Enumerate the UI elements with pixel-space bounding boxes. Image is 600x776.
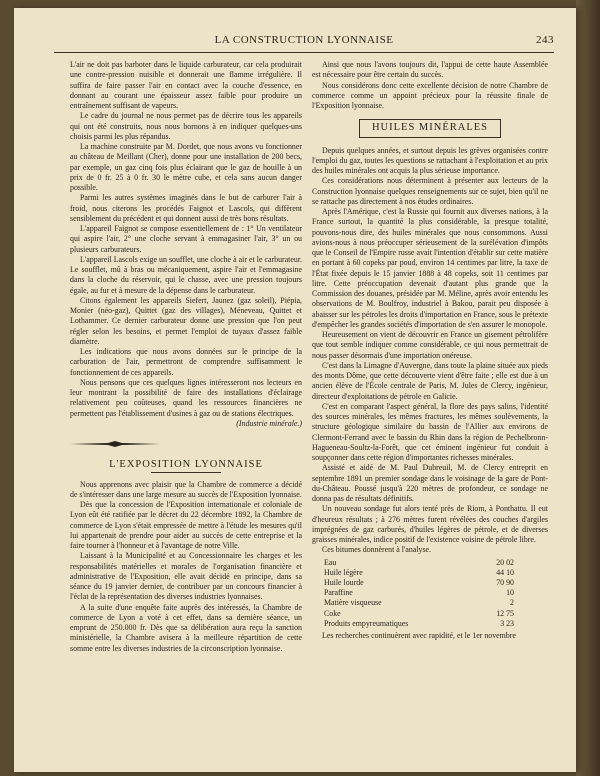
paragraph: La machine construite par M. Dordet, que nous avons vu fonctionner au château de Meillant (Cher), donne pour une installation de 200 becs, par exemple, un gaz cinq fois plus éclairant que le gaz de houille à un prix de 0 fr. 25 à 0 fr. 30 le mètre cube, et cela sans aucun danger possible. [70, 142, 302, 192]
analysis-label: Matière visqueuse [324, 598, 382, 608]
section-heading-box [359, 119, 501, 137]
analysis-value: 44 10 [496, 567, 514, 577]
analysis-value: 20 02 [496, 557, 514, 567]
paragraph: Depuis quelques années, et surtout depuis les grèves organisées contre l'emploi du gaz, toutes les questions se rattachant à l'exploitation et au prix des huiles minérales ont acquis la plus sérieuse importance. [312, 145, 548, 175]
paragraph: Les recherches continuèrent avec rapidité, et le 1er novembre [322, 630, 516, 640]
paragraph: C'est en comparant l'aspect général, la flore des pays salins, l'identité des sources minérales, les mêmes fractures, les mêmes soulèvements, la structure géologique similaire du bassin de l'Allier aux environs de Clermont-Ferrand avec le bassin du Rhin dans la région de Pechelbronn-Hagueneau-Soultz-la-Forêt, que cet éminent ingénieur fut conduit à soupçonner dans cette région d'importantes richesses minérales. [312, 401, 548, 462]
paragraph: Ainsi que nous l'avons toujours dit, l'appui de cette haute Assemblée est nécessaire pour être certain du succès. [312, 60, 548, 80]
header-rule [54, 52, 554, 53]
table-row [324, 619, 514, 629]
analysis-label: Produits empyreumatiques [324, 618, 409, 628]
paragraph: Nous considérons donc cette excellente décision de notre Chambre de commerce comme un appoint précieux pour la réussite finale de l'Exposition lyonnaise. [312, 80, 548, 110]
table-row [324, 609, 514, 619]
paragraph: Assisté et aidé de M. Paul Dubreuil, M. de Clercy entreprit en septembre 1891 un premier sondage dans le voisinage de la gare de Pont-du-Château. Poussé jusqu'à 220 mètres de profondeur, ce sondage ne donna pas de résultats définitifs. [312, 463, 548, 503]
section-heading-huiles: HUILES MINÉRALES [371, 122, 489, 134]
right-column [312, 60, 548, 641]
analysis-label: Huile légère [324, 567, 363, 577]
table-row [324, 578, 514, 588]
running-header [54, 34, 554, 48]
paragraph: L'appareil Faignot se compose essentiellement de : 1° Un ventilateur qui aspire l'air, 2° une cloche servant à emmagasiner l'air, 3° un ou plusieurs carburateurs. [70, 224, 302, 254]
table-row [324, 568, 514, 578]
analysis-value: 12 75 [496, 608, 514, 618]
book-spine [576, 0, 600, 776]
analysis-label: Eau [324, 557, 337, 567]
document-page [14, 8, 576, 772]
paragraph: Nous apprenons avec plaisir que la Chambre de commerce a décidé de s'intéresser dans une large mesure au succès de l'Exposition lyonnaise. [70, 479, 302, 499]
analysis-value: 10 [506, 588, 514, 598]
paragraph: L'appareil Lascols exige un soufflet, une cloche à air et le carburateur. Le soufflet, mû à bras ou mécaniquement, aspire l'air et l'emmagasine dans la cloche du réservoir, qui le chasse, avec une pression toujours égale, au fur et à mesure de la dépense dans le carburateur. [70, 254, 302, 295]
page-number: 243 [536, 34, 554, 46]
paragraph: L'air ne doit pas barboter dans le liquide carburateur, car cela produirait une contre-pression nuisible et donnerait une flamme irrégulière. Il suffira de faire passer l'air en contact avec la couche d'essence, en donnant au courant une épaisseur assez faible pour produire un entraînement suffisant de vapeurs. [70, 60, 302, 110]
section-heading-exposition: L'EXPOSITION LYONNAISE [109, 459, 263, 471]
table-row [324, 588, 514, 598]
paragraph: Parmi les autres systèmes imaginés dans le but de carburer l'air à froid, nous citerons les procédés Faignot et Lascols, qui diffèrent sensiblement du précédent et qui donnent aussi de très bons résultats. [70, 193, 302, 223]
paragraph: C'est dans la Limagne d'Auvergne, dans toute la plaine située aux pieds des monts Dôme, que cette découverte vient d'être faite ; elle est due à un ancien élève de l'École centrale de Paris, M. Jules de Clercy, ingénieur, directeur d'exploitations de pétrole en Galicie. [312, 360, 548, 401]
table-row [324, 598, 514, 608]
ornamental-separator [70, 441, 160, 447]
paragraph: Après l'Amérique, c'est la Russie qui fournit aux diverses nations, à la France surtout, la quantité la plus considérable, la presque totalité, pouvons-nous dire, des huiles minérales que nous consommons. Aussi avions-nous à nous préoccuper sérieusement de la surélévation d'impôts que le Conseil de l'Empire russe avait l'intention d'établir sur cette matière en portant à 60 copeks par poud, environ 14 centimes par litre, la taxe de l'État fixée depuis le 15 janvier 1888 à 48 copeks, soit 11 centimes par litre. Cette préoccupation devenait d'autant plus grande que la Commission des douanes, présidée par M. Méline, après avoir entendu les observations de M. Boulfroy, industriel à Bakou, parait peu disposée à abaisser sur les pétroles les droits d'importation en France, sous le prétexte d'empêcher les grandes sociétés d'importation de s'en assurer le monopole. [312, 207, 548, 329]
analysis-table [324, 558, 514, 629]
paragraph: A la suite d'une enquête faite auprès des intéressés, la Chambre de commerce de Lyon a voté à cet effet, dans sa dernière séance, un emprunt de 250.000 fr. Dès que sa délibération aura reçu la sanction ministérielle, la Chambre avisera à la meilleure répartition de cette somme entre les diverses industries de la circonscription lyonnaise. [70, 602, 302, 653]
paragraph: Dès que la concession de l'Exposition internationale et coloniale de Lyon eût été ratifiée par le décret du 22 décembre 1892, la Chambre de commerce de Lyon s'était empressée de mettre à l'étude les mesures qu'il lui appartenait de prendre pour aider au succès de cette entreprise et la faire tourner à l'honneur et à l'avantage de notre Ville. [70, 500, 302, 550]
journal-title: LA CONSTRUCTION LYONNAISE [214, 34, 394, 46]
table-row [324, 558, 514, 568]
paragraph: Le cadre du journal ne nous permet pas de décrire tous les appareils qui ont été construits, nous nous bornons à en indiquer quelques-uns choisis parmi les plus répandus. [70, 111, 302, 141]
analysis-value: 70 90 [496, 577, 514, 587]
paragraph: Laissant à la Municipalité et au Concessionnaire les charges et les responsabilités matérielles et morales de l'organisation financière et administrative de l'Exposition, elle avait décidé en principe, dans sa séance du 19 janvier dernier, de contribuer par un concours financier à l'éclat de la représentation des diverses industries lyonnaises. [70, 551, 302, 602]
analysis-value: 2 [510, 598, 514, 608]
left-column [70, 60, 302, 654]
paragraph: Ces considérations nous déterminent à présenter aux lecteurs de la Construction lyonnaise quelques renseignements sur ce sujet, bien qu'il ne se rattache pas directement à nos études ordinaires. [312, 176, 548, 206]
source-attribution: (Industrie minérale.) [236, 418, 302, 428]
paragraph: Un nouveau sondage fut alors tenté près de Riom, à Ponthattu. Il eut d'heureux résultats ; à 276 mètres furent révélées des couches d'argiles imprégnées de gaz carburés, d'huiles légères de pétrole, et de diverses graisses minérales, indice positif de l'existence voisine de pétrole libre. [312, 504, 548, 544]
analysis-label: Coke [324, 608, 341, 618]
analysis-label: Huile lourde [324, 577, 364, 587]
paragraph: Nous pensons que ces quelques lignes intéresseront nos lecteurs en leur montrant la possibilité de faire des installations d'éclairage relativement peu coûteuses, quand les ressources financières ne permettent pas l'établissement d'usines à gaz ou de stations électriques. [70, 377, 302, 418]
analysis-intro: Ces bitumes donnèrent à l'analyse. [322, 545, 432, 555]
analysis-label: Paraffine [324, 588, 353, 598]
analysis-value: 3 23 [500, 618, 514, 628]
paragraph: Les indications que nous avons données sur le principe de la carburation de l'air, permettront de comprendre suffisamment le fonctionnement de ces appareils. [70, 347, 302, 377]
paragraph: Heureusement on vient de découvrir en France un gisement pétrolifère que tout semble indiquer comme considérable, ce qui nous permettrait de nous passer désormais d'une importation onéreuse. [312, 330, 548, 360]
heading-underline [151, 472, 221, 473]
paragraph: Citons également les appareils Siefert, Jaunez (gaz soleil), Piépia, Monier (néo-gaz), Quittet (gaz des villages), Méneveau, Quittet et Lothammer. Ce dernier carburateur donne une pression que l'on peut régler selon les besoins, et permet l'emploi de tuyaux d'assez faible diamètre. [70, 295, 302, 346]
